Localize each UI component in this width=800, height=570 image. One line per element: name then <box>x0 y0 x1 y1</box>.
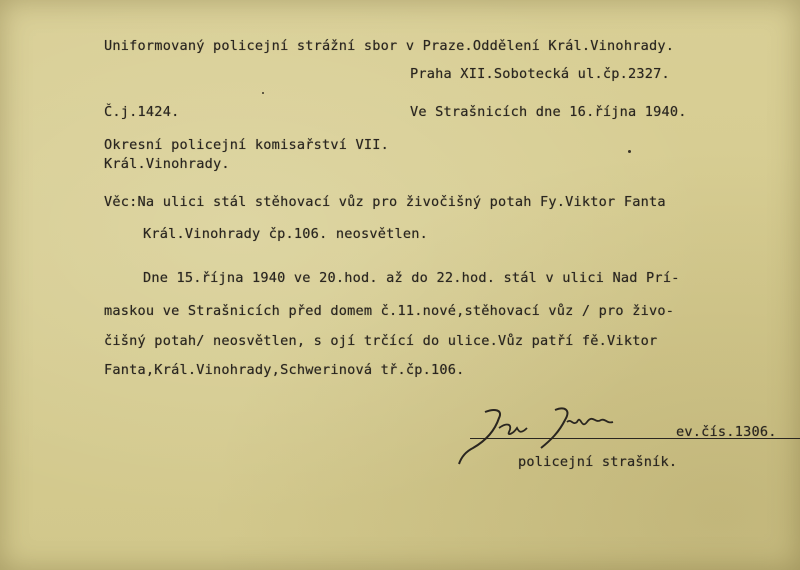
badge-number: ev.čís.1306. <box>676 424 777 440</box>
body-line: Fanta,Král.Vinohrady,Schwerinová tř.čp.106. <box>104 362 465 378</box>
letterhead-line-1: Uniformovaný policejní strážní sbor v Praze.Oddělení Král.Vinohrady. <box>104 38 675 54</box>
reference-number: Č.j.1424. <box>104 104 180 120</box>
place-and-date: Ve Strašnicích dne 16.října 1940. <box>410 104 687 120</box>
body-line: čišný potah/ neosvětlen, s ojí trčící do ulice.Vůz patří fě.Viktor <box>104 333 658 349</box>
letterhead-line-2: Praha XII.Sobotecká ul.čp.2327. <box>410 66 670 82</box>
subject-line-1: Věc:Na ulici stál stěhovací vůz pro živočišný potah Fy.Viktor Fanta <box>104 194 666 210</box>
body-line: maskou ve Strašnicích před domem č.11.nové,stěhovací vůz / pro živo- <box>104 303 675 319</box>
recipient-line-1: Okresní policejní komisařství VII. <box>104 137 390 153</box>
subject-line-2: Král.Vinohrady čp.106. neosvětlen. <box>143 226 429 242</box>
paper-speck <box>628 150 631 153</box>
paper-speck <box>262 92 264 94</box>
body-line: Dne 15.října 1940 ve 20.hod. až do 22.hod. stál v ulici Nad Prí- <box>143 270 680 286</box>
recipient-line-2: Král.Vinohrady. <box>104 156 230 172</box>
signatory-title: policejní strašník. <box>518 454 678 470</box>
